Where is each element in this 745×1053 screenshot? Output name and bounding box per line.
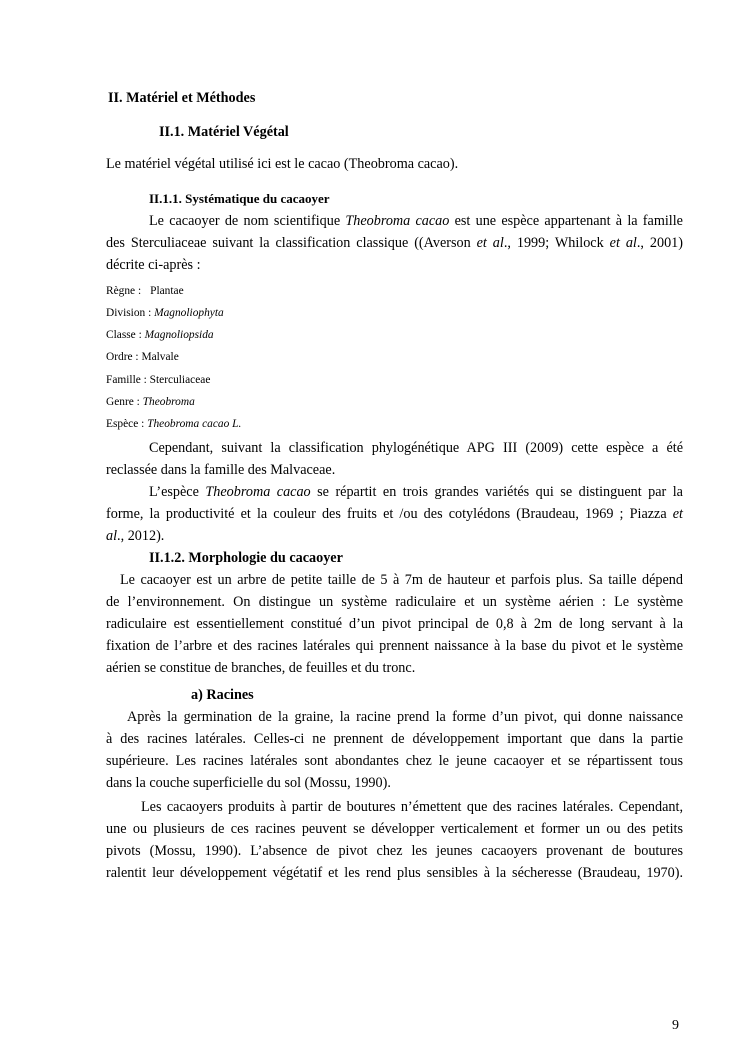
taxonomy-value: Theobroma [142,396,195,408]
taxonomy-row [106,349,683,365]
page-number: 9 [672,1018,679,1033]
text-line: fixation de l’arbre et des racines latérales qui prennent naissance à la base du pivot et le système [106,638,683,654]
taxonomy-row [106,394,683,410]
text-line: Les cacaoyers produits à partir de boutures n’émettent que des racines latérales. Cependant, [141,799,683,815]
taxonomy-label: Ordre : [106,351,142,363]
taxonomy-value: Theobroma cacao L. [147,418,242,430]
text-line: radiculaire est essentiellement constitué d’un pivot principal de 0,8 à 2m de long servant à la [106,616,683,632]
text-line: Après la germination de la graine, la racine prend la forme d’un pivot, qui donne naissance [127,709,683,725]
systematique-p3-line2: forme, la productivité et la couleur des fruits et /ou des cotylédons (Braudeau, 1969 ; Piazza et [106,506,683,522]
text-line: Le cacaoyer est un arbre de petite taille de 5 à 7m de hauteur et parfois plus. Sa taille dépend [120,572,683,588]
taxonomy-row [106,327,683,343]
subsection-title: II.1. Matériel Végétal [159,124,289,140]
systematique-title: II.1.1. Systématique du cacaoyer [149,191,330,206]
text-line: supérieure. Les racines latérales sont abondantes chez le jeune cacaoyer et se répartissent tous [106,753,683,769]
text-line: de l’environnement. On distingue un système radiculaire et un système aérien : Le système [106,594,683,610]
taxonomy-row [106,416,683,432]
systematique-p2-line2: reclassée dans la famille des Malvaceae. [106,462,336,478]
taxonomy-label: Division : [106,307,155,319]
text-line: aérien se constitue de branches, de feuilles et du tronc. [106,660,416,676]
taxonomy-value: Sterculiaceae [149,374,211,386]
systematique-p1-line2: des Sterculiaceae suivant la classification classique ((Averson et al., 1999; Whilock et al., 2001) [106,235,683,251]
section-title: II. Matériel et Méthodes [108,90,256,106]
taxonomy-value: Plantae [150,285,184,297]
text-line: dans la couche superficielle du sol (Mossu, 1990). [106,775,391,791]
morphologie-title: II.1.2. Morphologie du cacaoyer [149,550,343,566]
text-line: une ou plusieurs de ces racines peuvent se développer verticalement et former un ou des petits [106,821,683,837]
taxonomy-row [106,305,683,321]
text-line: à des racines latérales. Celles-ci ne prennent de développement important que dans la partie [106,731,683,747]
taxonomy-label: Règne : [106,285,142,297]
taxonomy-label: Classe : [106,329,145,341]
systematique-p1-line3: décrite ci-après : [106,257,201,273]
taxonomy-row [106,372,683,388]
subsection-intro: Le matériel végétal utilisé ici est le cacao (Theobroma cacao). [106,156,459,172]
taxonomy-label: Famille : [106,374,150,386]
racines-title: a) Racines [191,687,254,703]
taxonomy-label: Espèce : [106,418,148,430]
taxonomy-label: Genre : [106,396,143,408]
systematique-p3-line1: L’espèce Theobroma cacao se répartit en trois grandes variétés qui se distinguent par la [149,484,683,500]
taxonomy-value: Magnoliophyta [154,307,224,319]
systematique-p2-line1: Cependant, suivant la classification phylogénétique APG III (2009) cette espèce a été [149,440,683,456]
systematique-p1-line1: Le cacaoyer de nom scientifique Theobroma cacao est une espèce appartenant à la famille [149,213,683,229]
text-line: pivots (Mossu, 1990). L’absence de pivot chez les jeunes cacaoyers provenant de boutures [106,843,683,859]
taxonomy-row [106,283,683,299]
taxonomy-value: Malvale [141,351,179,363]
systematique-p3-line3: al., 2012). [106,528,165,544]
taxonomy-value: Magnoliopsida [144,329,214,341]
text-line: ralentit leur développement végétatif et les rend plus sensibles à la sécheresse (Braudeau, 1970). [106,865,683,881]
